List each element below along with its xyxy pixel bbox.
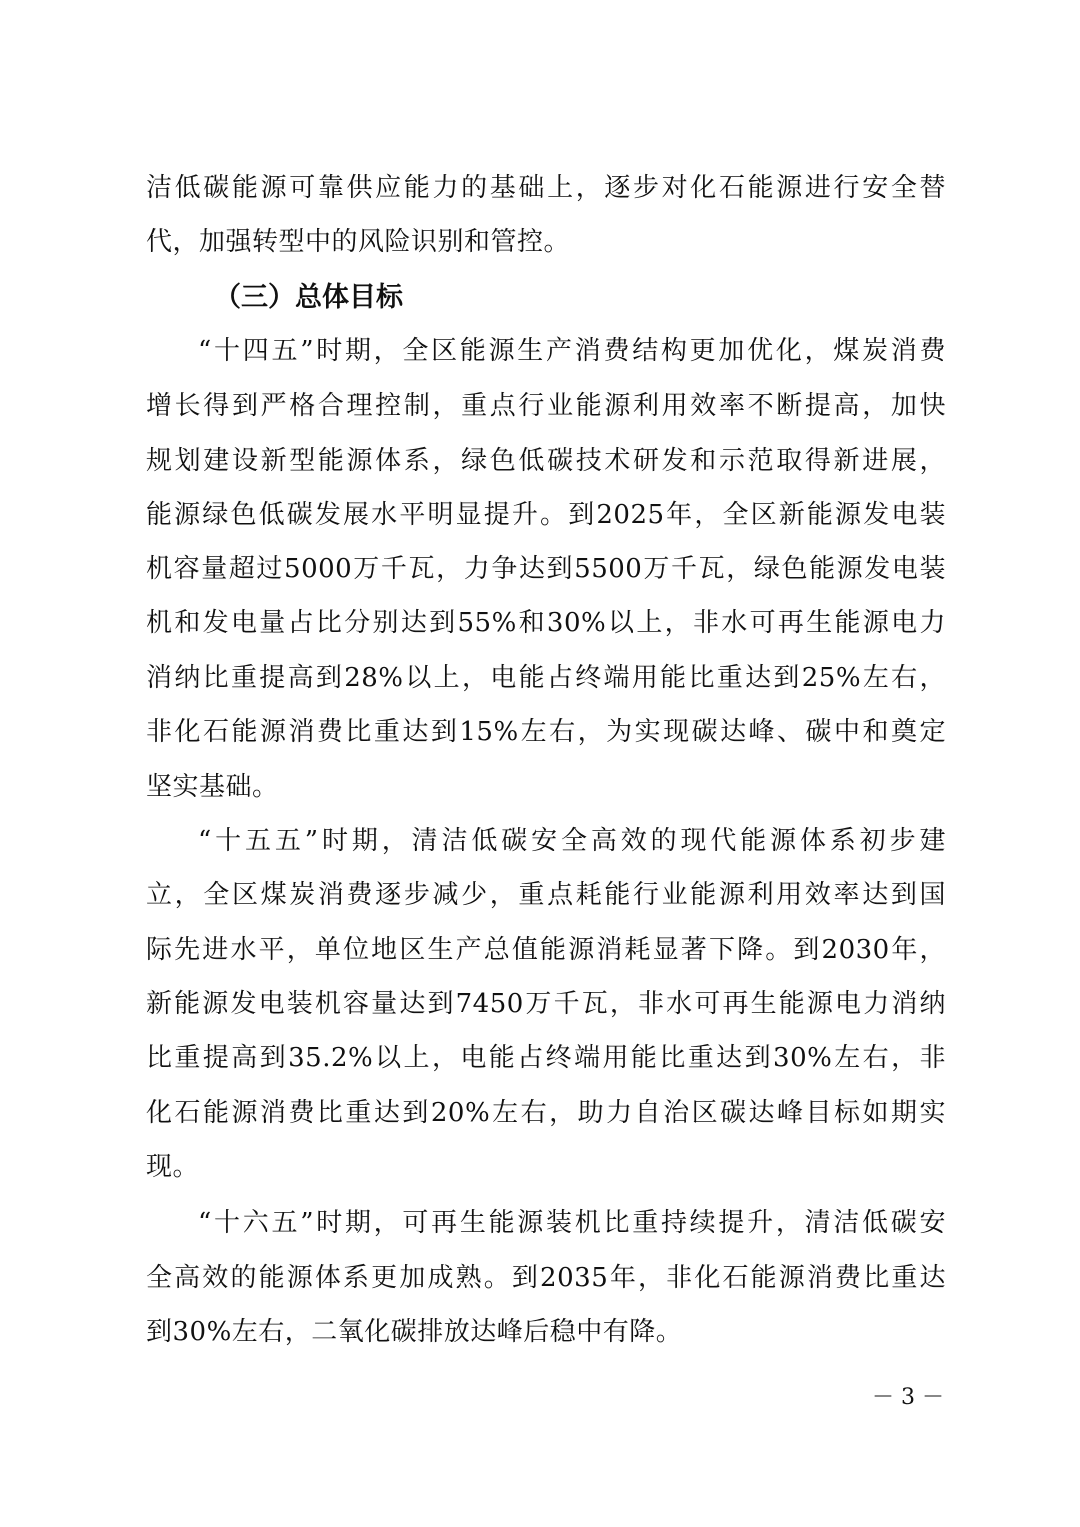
paragraph-line: 机和发电量占比分别达到55%和30%以上，非水可再生能源电力 [146, 608, 946, 638]
paragraph-line: 坚实基础。 [146, 772, 279, 802]
section-heading: （三）总体目标 [214, 282, 403, 313]
paragraph-line: 到30%左右，二氧化碳排放达峰后稳中有降。 [146, 1317, 683, 1347]
paragraph-line: 洁低碳能源可靠供应能力的基础上，逐步对化石能源进行安全替 [146, 173, 946, 203]
paragraph-line: 代，加强转型中的风险识别和管控。 [146, 227, 571, 257]
paragraph-line: 规划建设新型能源体系，绿色低碳技术研发和示范取得新进展， [146, 446, 946, 476]
paragraph-line: 消纳比重提高到28%以上，电能占终端用能比重达到25%左右， [146, 663, 946, 693]
paragraph-line: 现。 [146, 1152, 200, 1182]
paragraph-line: 新能源发电装机容量达到7450万千瓦，非水可再生能源电力消纳 [146, 989, 946, 1019]
paragraph-line: “十六五”时期，可再生能源装机比重持续提升，清洁低碳安 [198, 1208, 946, 1238]
paragraph-line: 机容量超过5000万千瓦，力争达到5500万千瓦，绿色能源发电装 [146, 554, 946, 584]
paragraph-line: 全高效的能源体系更加成熟。到2035年，非化石能源消费比重达 [146, 1263, 946, 1293]
paragraph-line: 增长得到严格合理控制，重点行业能源利用效率不断提高，加快 [146, 391, 946, 421]
page-number: － 3 － [872, 1385, 944, 1410]
paragraph-line: “十四五”时期，全区能源生产消费结构更加优化，煤炭消费 [198, 336, 946, 366]
paragraph-line: “十五五”时期，清洁低碳安全高效的现代能源体系初步建 [198, 826, 946, 856]
paragraph-line: 化石能源消费比重达到20%左右，助力自治区碳达峰目标如期实 [146, 1098, 946, 1128]
paragraph-line: 立，全区煤炭消费逐步减少，重点耗能行业能源利用效率达到国 [146, 880, 946, 910]
paragraph-line: 非化石能源消费比重达到15%左右，为实现碳达峰、碳中和奠定 [146, 717, 946, 747]
paragraph-line: 际先进水平，单位地区生产总值能源消耗显著下降。到2030年， [146, 935, 946, 965]
paragraph-line: 能源绿色低碳发展水平明显提升。到2025年，全区新能源发电装 [146, 500, 946, 530]
paragraph-line: 比重提高到35.2%以上，电能占终端用能比重达到30%左右，非 [146, 1043, 946, 1073]
